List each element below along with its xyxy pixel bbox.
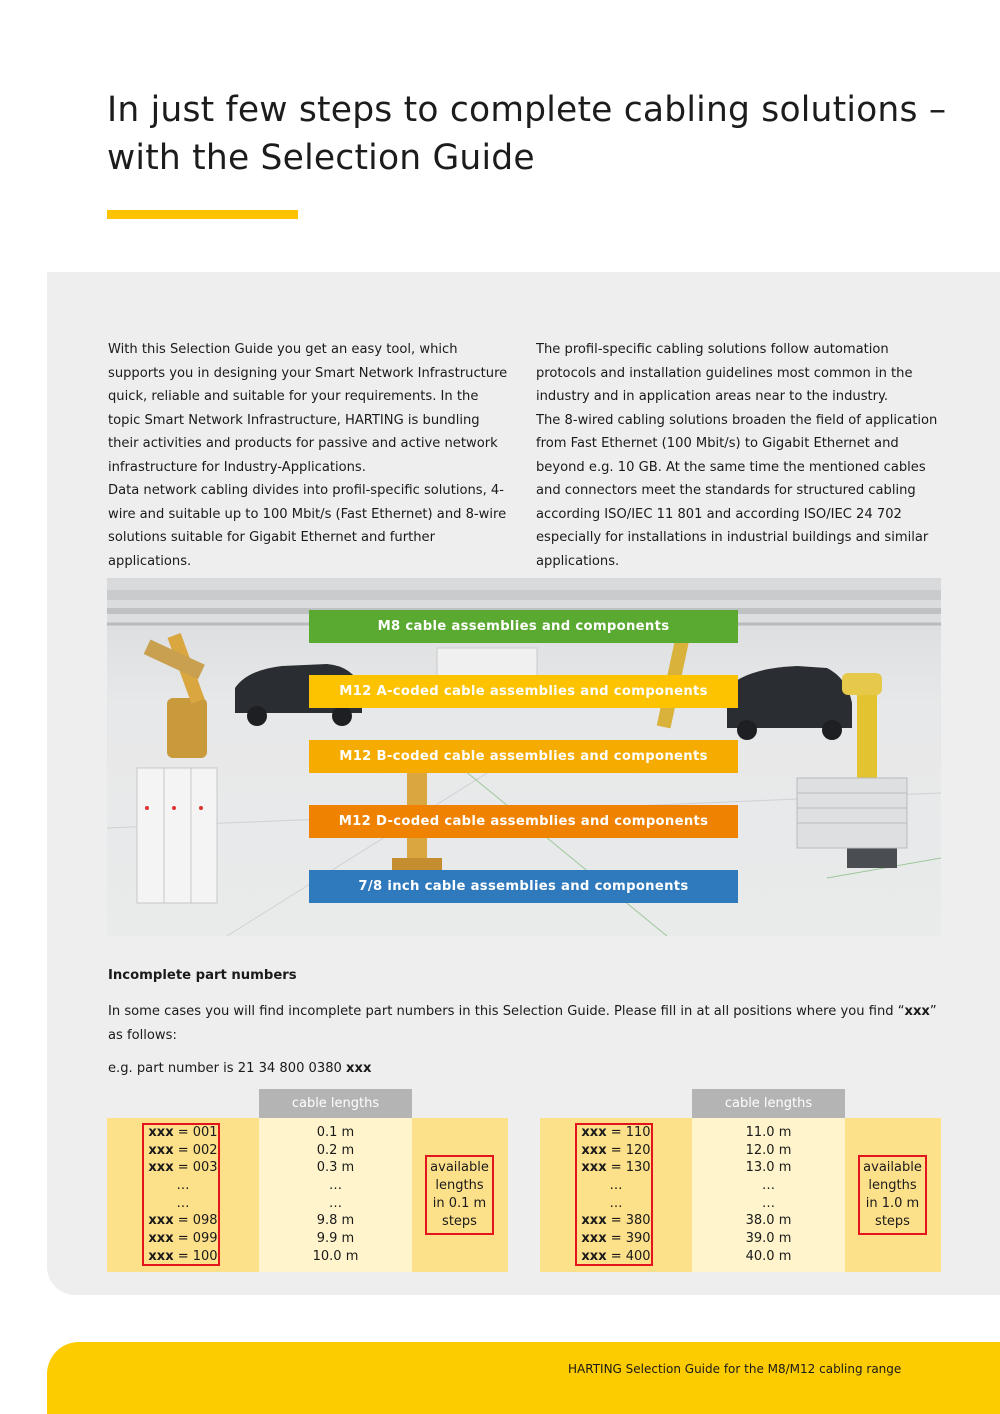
incomplete-part-numbers-heading: Incomplete part numbers	[108, 968, 297, 983]
code-prefix: xxx	[581, 1213, 607, 1229]
code-value: = 390	[606, 1231, 651, 1247]
lengths-column	[259, 1124, 412, 1266]
length-cell: 10.0 m	[312, 1248, 359, 1264]
code-prefix: xxx	[148, 1213, 174, 1229]
code-prefix: xxx	[581, 1142, 607, 1158]
intro-left-paragraph-1: With this Selection Guide you get an easy tool, which supports you in designing your Smart Network Infrastructure quick, reliable and suitable for your requirements. In the topic Smart Network Infrastructure, HARTING is bundling their activities and products for passive and active network infrastructure for Industry-Applications.	[108, 342, 508, 475]
length-cell: 13.0 m	[745, 1160, 792, 1176]
code-row	[540, 1124, 692, 1142]
length-cell: 12.0 m	[745, 1142, 792, 1158]
page-title-line-2: with the Selection Guide	[107, 138, 535, 178]
category-bar-m12-a-coded-label: M12 A-coded cable assemblies and components	[339, 684, 708, 699]
lengths-column	[692, 1124, 845, 1266]
code-value: = 001	[173, 1125, 218, 1140]
code-row	[107, 1177, 259, 1195]
table-header: cable lengths	[259, 1089, 412, 1118]
footer-caption: HARTING Selection Guide for the M8/M12 cabling range	[568, 1362, 902, 1376]
cable-length-table-2	[540, 1089, 941, 1272]
incomplete-text-code: xxx	[904, 1004, 930, 1019]
available-note-line: available	[430, 1160, 489, 1175]
footer-band	[47, 1342, 1000, 1414]
available-note-line: in 1.0 m	[865, 1196, 920, 1211]
length-cell: …	[762, 1195, 775, 1211]
intro-right-paragraph-1: The profil-specific cabling solutions follow automation protocols and installation guidelines most common in the industry and in application areas near to the industry.	[536, 342, 913, 404]
incomplete-text-suffix: ” as follows:	[108, 1004, 937, 1043]
incomplete-text-prefix: In some cases you will find incomplete part numbers in this Selection Guide. Please fill in at all positions where you find “	[108, 1004, 905, 1019]
code-prefix: xxx	[581, 1125, 607, 1140]
code-row	[107, 1230, 259, 1248]
code-value: = 380	[606, 1213, 651, 1229]
code-prefix: xxx	[148, 1142, 174, 1158]
code-value: = 400	[606, 1248, 651, 1264]
page-title-line-1: In just few steps to complete cabling solutions –	[107, 90, 947, 130]
code-value: = 002	[173, 1142, 218, 1158]
category-bar-7-8-inch-label: 7/8 inch cable assemblies and components	[358, 879, 689, 894]
code-value: = 099	[173, 1231, 218, 1247]
code-value: = 130	[606, 1160, 651, 1176]
available-note-line: steps	[442, 1214, 477, 1229]
incomplete-part-numbers-text	[108, 1000, 938, 1047]
code-prefix: xxx	[581, 1160, 607, 1176]
code-prefix: xxx	[148, 1125, 174, 1140]
category-bar-m8-label: M8 cable assemblies and components	[377, 619, 670, 634]
category-bar-7-8-inch[interactable]	[309, 870, 738, 903]
category-bar-m12-b-coded-label: M12 B-coded cable assemblies and components	[339, 749, 708, 764]
code-value: = 110	[606, 1125, 651, 1140]
code-row	[540, 1177, 692, 1195]
code-value: = 098	[173, 1213, 218, 1229]
code-prefix: xxx	[148, 1231, 174, 1247]
example-code: xxx	[346, 1061, 372, 1076]
available-note-line: available	[863, 1160, 922, 1175]
code-row	[540, 1159, 692, 1177]
codes-column	[540, 1124, 692, 1266]
intro-left-column	[108, 338, 508, 573]
code-row	[540, 1142, 692, 1160]
part-number-example	[108, 1057, 938, 1081]
length-cell: 0.3 m	[316, 1160, 355, 1176]
length-cell: …	[762, 1178, 775, 1194]
code-row	[107, 1212, 259, 1230]
category-bar-m12-d-coded-label: M12 D-coded cable assemblies and components	[338, 814, 709, 829]
code-row	[540, 1212, 692, 1230]
available-note-line: steps	[875, 1214, 910, 1229]
code-prefix: xxx	[581, 1248, 607, 1264]
intro-right-paragraph-2: The 8-wired cabling solutions broaden the field of application from Fast Ethernet (100 Mbit/s) to Gigabit Ethernet and beyond e.g. 10 GB. At the same time the mentioned cables and connectors meet the standards for structured cabling according ISO/IEC 11 801 and according ISO/IEC 24 702 especially for installations in industrial buildings and similar applications.	[536, 412, 938, 569]
length-cell: 11.0 m	[745, 1125, 792, 1140]
category-bar-m12-b-coded[interactable]	[309, 740, 738, 773]
intro-left-paragraph-2: Data network cabling divides into profil-specific solutions, 4-wire and suitable up to 100 Mbit/s (Fast Ethernet) and 8-wire solutions suitable for Gigabit Ethernet and further applications.	[108, 483, 507, 569]
code-row	[107, 1195, 259, 1213]
length-cell: 38.0 m	[745, 1213, 792, 1229]
code-value: …	[609, 1195, 623, 1211]
category-bar-m12-a-coded[interactable]	[309, 675, 738, 708]
available-lengths-note	[858, 1155, 927, 1235]
title-accent-rule	[107, 210, 298, 219]
code-row	[540, 1248, 692, 1266]
category-bar-m12-d-coded[interactable]	[309, 805, 738, 838]
code-value: = 003	[173, 1160, 218, 1176]
available-note-line: lengths	[435, 1178, 484, 1193]
code-value: …	[176, 1195, 190, 1211]
intro-right-column	[536, 338, 941, 573]
code-row	[540, 1230, 692, 1248]
code-value: …	[609, 1178, 623, 1194]
code-prefix: xxx	[148, 1248, 174, 1264]
code-prefix: xxx	[148, 1160, 174, 1176]
code-row	[107, 1124, 259, 1142]
available-note-line: in 0.1 m	[432, 1196, 487, 1211]
length-cell: …	[329, 1195, 342, 1211]
factory-illustration	[107, 578, 941, 936]
code-row	[107, 1142, 259, 1160]
length-cell: 0.2 m	[316, 1142, 355, 1158]
length-cell: 39.0 m	[745, 1231, 792, 1247]
available-lengths-note	[425, 1155, 494, 1235]
cable-length-table-1	[107, 1089, 508, 1272]
code-row	[107, 1248, 259, 1266]
length-cell: 9.9 m	[316, 1231, 355, 1247]
length-cell: …	[329, 1178, 342, 1194]
code-value: …	[176, 1178, 190, 1194]
code-prefix: xxx	[581, 1231, 607, 1247]
length-cell: 40.0 m	[745, 1248, 792, 1264]
codes-column	[107, 1124, 259, 1266]
example-prefix: e.g. part number is 21 34 800 0380	[108, 1061, 347, 1076]
code-row	[540, 1195, 692, 1213]
table-header: cable lengths	[692, 1089, 845, 1118]
category-bar-m8[interactable]	[309, 610, 738, 643]
code-row	[107, 1159, 259, 1177]
available-note-line: lengths	[868, 1178, 917, 1193]
code-value: = 100	[173, 1248, 218, 1264]
length-cell: 0.1 m	[316, 1125, 355, 1140]
page-title	[107, 86, 967, 182]
length-cell: 9.8 m	[316, 1213, 355, 1229]
code-value: = 120	[606, 1142, 651, 1158]
